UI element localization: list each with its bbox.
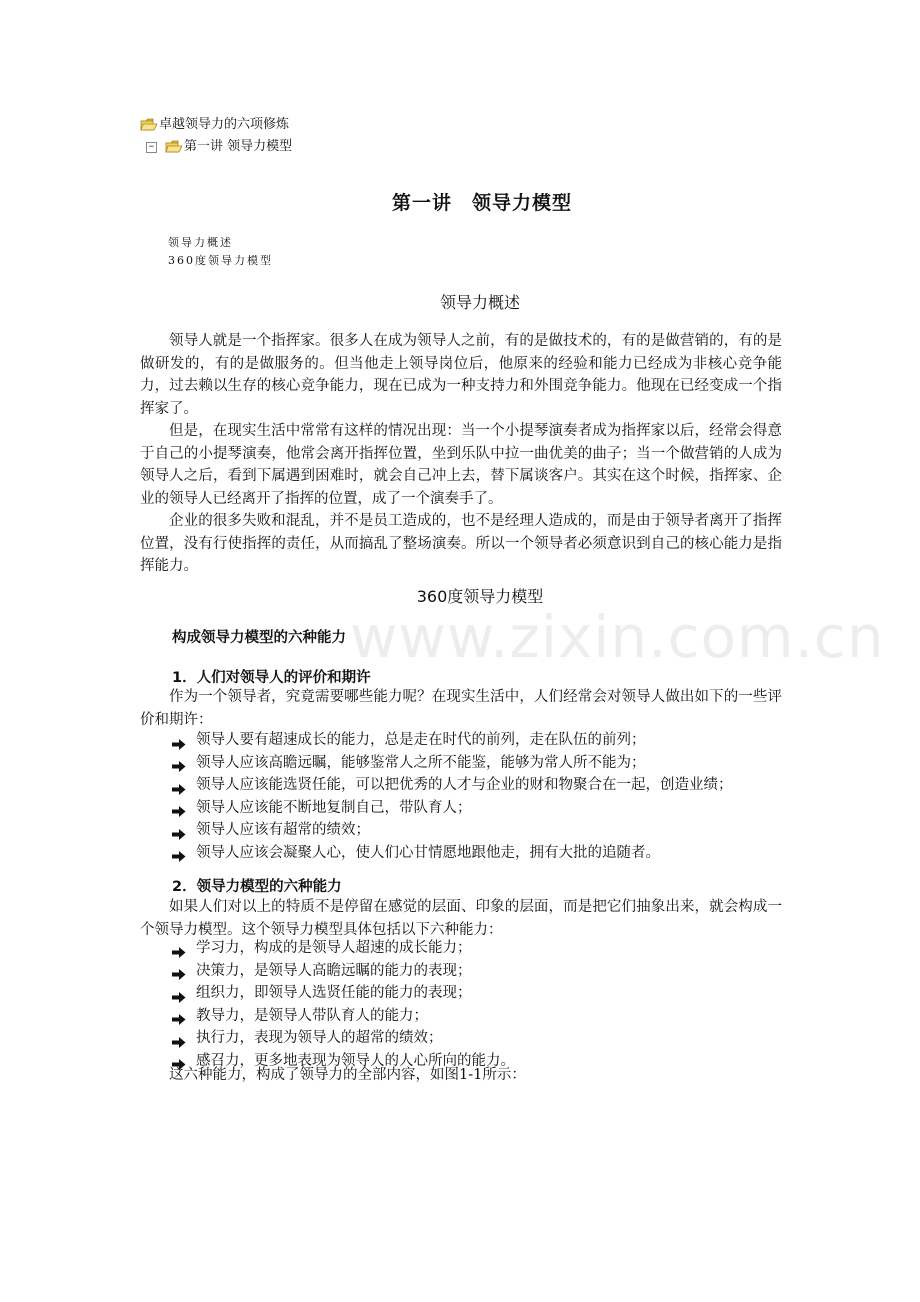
arrow-bullet-icon xyxy=(172,1010,186,1021)
watermark: www.zixin.com.cn xyxy=(350,603,885,671)
folder-icon xyxy=(140,118,158,132)
toc-item[interactable]: 360度领导力模型 xyxy=(168,254,273,267)
paragraph: 企业的很多失败和混乱，并不是员工造成的，也不是经理人造成的，而是由于领导者离开了指挥位置，没有行使指挥的责任，从而搞乱了整场演奏。所以一个领导者必须意识到自己的核心能力是指挥能力。 xyxy=(140,513,782,574)
part2-intro xyxy=(140,896,782,941)
outline-tree xyxy=(140,114,292,158)
list-item-text: 领导人应该能选贤任能，可以把优秀的人才与企业的财和物聚合在一起，创造业绩； xyxy=(196,777,733,793)
arrow-bullet-icon xyxy=(172,735,186,746)
list-item-text: 领导人应该会凝聚人心，使人们心甘情愿地跟他走，拥有大批的追随者。 xyxy=(196,844,660,861)
list-item-text: 领导人应该有超常的绩效； xyxy=(196,822,370,838)
paragraph: 但是，在现实生活中常常有这样的情况出现：当一个小提琴演奏者成为指挥家以后，经常会得意于自己的小提琴演奏，他常会离开指挥位置，坐到乐队中拉一曲优美的曲子；当一个做营销的人成为领导人之后，看到下属遇到困难时，就会自己冲上去，替下属谈客户。其实在这个时候，指挥家、企业的领导人已经离开了指挥的位置，成了一个演奏手了。 xyxy=(140,423,782,507)
arrow-bullet-icon xyxy=(172,847,186,858)
section1-body xyxy=(140,330,782,578)
list-item-text: 领导人应该能不断地复制自己，带队育人； xyxy=(196,799,472,816)
toc-item[interactable]: 领导力概述 xyxy=(168,236,233,249)
bullet-list xyxy=(172,937,792,1072)
list-item xyxy=(172,752,792,775)
list-item xyxy=(172,774,792,797)
arrow-bullet-icon xyxy=(172,825,186,836)
paragraph: 作为一个领导者，究竟需要哪些能力呢？在现实生活中，人们经常会对领导人做出如下的一些评价和期许： xyxy=(140,689,782,728)
list-item-text: 感召力，更多地表现为领导人的人心所向的能力。 xyxy=(196,1052,515,1069)
arrow-bullet-icon xyxy=(172,802,186,813)
list-item-text: 教导力，是领导人带队育人的能力； xyxy=(196,1007,428,1024)
list-item-text: 领导人要有超速成长的能力，总是走在时代的前列，走在队伍的前列； xyxy=(196,732,646,748)
part1-intro xyxy=(140,686,782,731)
list-item xyxy=(172,960,792,983)
list-item-text: 组织力，即领导人选贤任能的能力的表现； xyxy=(196,985,472,1001)
bullet-list xyxy=(172,729,792,864)
list-item xyxy=(172,1027,792,1050)
section-title: 领导力概述 xyxy=(439,293,520,312)
table-of-contents xyxy=(168,234,273,270)
subsection-title: 构成领导力模型的六种能力 xyxy=(172,630,346,646)
paragraph: 这六种能力，构成了领导力的全部内容，如图1-1所示： xyxy=(169,1067,526,1083)
closing-text xyxy=(140,1064,782,1087)
paragraph: 领导人就是一个指挥家。很多人在成为领导人之前，有的是做技术的，有的是做营销的，有的是做研发的，有的是做服务的。但当他走上领导岗位后，他原来的经验和能力已经成为非核心竞争能力，过去赖以生存的核心竞争能力，现在已成为一种支持力和外围竞争能力。他现在已经变成一个指挥家了。 xyxy=(140,333,782,417)
list-item xyxy=(172,937,792,960)
tree-child-label: 第一讲 领导力模型 xyxy=(184,139,293,154)
list-item-text: 领导人应该高瞻远瞩，能够鉴常人之所不能鉴，能够为常人所不能为； xyxy=(196,754,646,771)
tree-child[interactable] xyxy=(146,136,292,158)
list-item xyxy=(172,842,792,865)
list-item-text: 学习力，构成的是领导人超速的成长能力； xyxy=(196,940,472,956)
collapse-icon[interactable]: − xyxy=(146,142,157,153)
paragraph: 如果人们对以上的特质不是停留在感觉的层面、印象的层面，而是把它们抽象出来，就会构成一个领导力模型。这个领导力模型具体包括以下六种能力： xyxy=(140,899,782,938)
section-title: 360度领导力模型 xyxy=(416,587,544,606)
list-item-text: 决策力，是领导人高瞻远瞩的能力的表现； xyxy=(196,962,472,979)
page-title: 第一讲 领导力模型 xyxy=(391,192,572,214)
folder-icon xyxy=(165,140,183,154)
list-item-text: 执行力，表现为领导人的超常的绩效； xyxy=(196,1030,443,1046)
list-item xyxy=(172,797,792,820)
list-item xyxy=(172,819,792,842)
list-item xyxy=(172,729,792,752)
tree-root[interactable] xyxy=(140,114,292,136)
list-item xyxy=(172,982,792,1005)
tree-root-label: 卓越领导力的六项修炼 xyxy=(159,117,290,132)
arrow-bullet-icon xyxy=(172,780,186,791)
part-heading: 2．领导力模型的六种能力 xyxy=(172,879,342,895)
arrow-bullet-icon xyxy=(172,988,186,999)
arrow-bullet-icon xyxy=(172,943,186,954)
arrow-bullet-icon xyxy=(172,1033,186,1044)
arrow-bullet-icon xyxy=(172,757,186,768)
list-item xyxy=(172,1005,792,1028)
part-heading: 1．人们对领导人的评价和期许 xyxy=(172,670,371,686)
arrow-bullet-icon xyxy=(172,965,186,976)
